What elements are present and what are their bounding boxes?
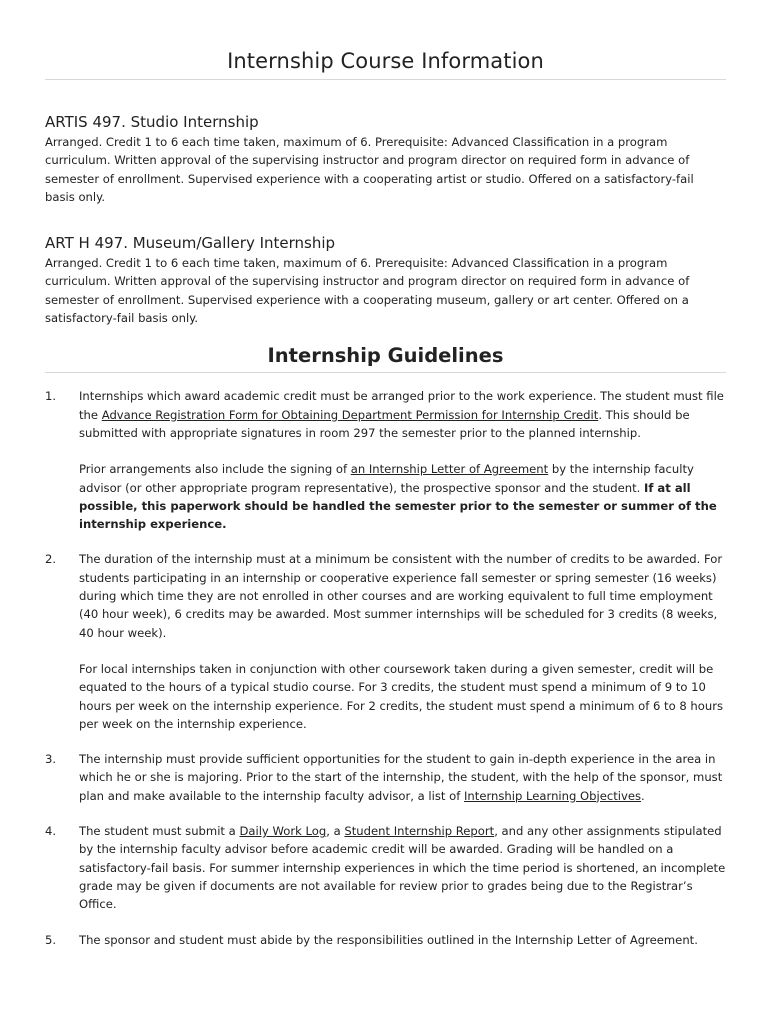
guideline-paragraph: The sponsor and student must abide by the responsibilities outlined in the Internship Letter of Agreement. [79, 932, 698, 947]
text-segment: Internships which award academic credit must be arranged prior to the work experience. The student must file the [79, 389, 724, 422]
course-title: ARTIS 497. Studio Internship [45, 113, 259, 131]
advance-registration-form-link[interactable]: Advance Registration Form for Obtaining Department Permission for Internship Credit [101, 407, 599, 422]
course-title: ART H 497. Museum/Gallery Internship [45, 234, 336, 253]
letter-of-agreement-link[interactable]: an Internship Letter of Agreement [350, 462, 549, 477]
text-segment: by the internship faculty advisor (or other appropriate program representative), the prospective sponsor and the student. [79, 462, 694, 495]
text-segment: The internship must provide sufficient opportunities for the student to gain in-depth experience in the area in which he or she is majoring. Prior to the start of the internship, the student, with the help of the sponsor, must plan and make available to the internship faculty advisor, a list of [79, 752, 723, 803]
course-description: Arranged. Credit 1 to 6 each time taken, maximum of 6. Prerequisite: Advanced Classification in a program curriculum. Written approval of the supervising instructor and program director on required form in advance of semester of enrollment. Supervised experience with a cooperating artist or studio. Offered on a satisfactory-fail basis only. [45, 135, 694, 204]
text-segment: . This should be submitted with appropriate signatures in room 297 the semester prior to the planned internship. [79, 407, 690, 440]
course-description: Arranged. Credit 1 to 6 each time taken, maximum of 6. Prerequisite: Advanced Classification in a program curriculum. Written approval of the supervising instructor and program director on required form in advance of semester of enrollment. Supervised experience with a cooperating museum, gallery or art center. Offered on a satisfactory-fail basis only. [45, 256, 690, 326]
guidelines-list [45, 387, 726, 948]
bold-notice: If at all possible, this paperwork should be handled the semester prior to the semester or summer of the internship experience. [79, 480, 717, 532]
guideline-item-5 [45, 931, 726, 949]
guideline-paragraph: For local internships taken in conjunction with other coursework taken during a given semester, credit will be equated to the hours of a typical studio course. For 3 credits, the student must spend a minimum of 9 to 10 hours per week on the internship experience. For 2 credits, the student must spend a minimum of 6 to 8 hours per week on the internship experience. [79, 661, 724, 731]
text-segment: Prior arrangements also include the signing of [79, 462, 351, 477]
page-title: Internship Course Information [45, 0, 726, 80]
daily-work-log-link[interactable]: Daily Work Log [239, 824, 327, 839]
guideline-text [79, 931, 726, 949]
student-internship-report-link[interactable]: Student Internship Report [344, 824, 495, 839]
guideline-number: 3. [45, 752, 57, 767]
guideline-item-2 [45, 550, 726, 733]
learning-objectives-link[interactable]: Internship Learning Objectives [464, 788, 642, 803]
guideline-text [79, 387, 726, 533]
guideline-paragraph: The duration of the internship must at a minimum be consistent with the number of credits to be awarded. For students participating in an internship or cooperative experience fall semester or spring semester (16 weeks) during which time they are not enrolled in other courses and are working equivalent to full time employment (40 hour week), 6 credits may be awarded. Most summer internships will be scheduled for 3 credits (8 weeks, 40 hour week). [79, 552, 723, 640]
guideline-number: 1. [45, 389, 57, 404]
guideline-item-1 [45, 387, 726, 533]
guideline-paragraph [79, 822, 726, 913]
guideline-paragraph [79, 750, 726, 805]
guideline-number: 4. [45, 824, 57, 839]
guideline-paragraph [79, 460, 726, 533]
text-segment: . [641, 788, 645, 803]
guideline-text [79, 750, 726, 805]
guideline-item-3 [45, 750, 726, 805]
guideline-item-4 [45, 822, 726, 913]
course-museum-gallery-internship [45, 234, 726, 327]
guideline-paragraph [79, 387, 726, 442]
guidelines-title: Internship Guidelines [45, 344, 726, 373]
guideline-number: 2. [45, 552, 57, 567]
text-segment: The student must submit a [79, 824, 240, 839]
text-segment: , and any other assignments stipulated by the internship faculty advisor before academic credit will be awarded. Grading will be handled on a satisfactory-fail basis. For summer internship experiences in which the time period is shortened, an incomplete grade may be given if documents are not available for review prior to grades being due to the Registrar’s Office. [79, 824, 726, 912]
text-segment: , a [326, 824, 345, 839]
guideline-text [79, 550, 726, 733]
course-studio-internship [45, 113, 726, 206]
guideline-number: 5. [45, 932, 57, 947]
guideline-text [79, 822, 726, 913]
